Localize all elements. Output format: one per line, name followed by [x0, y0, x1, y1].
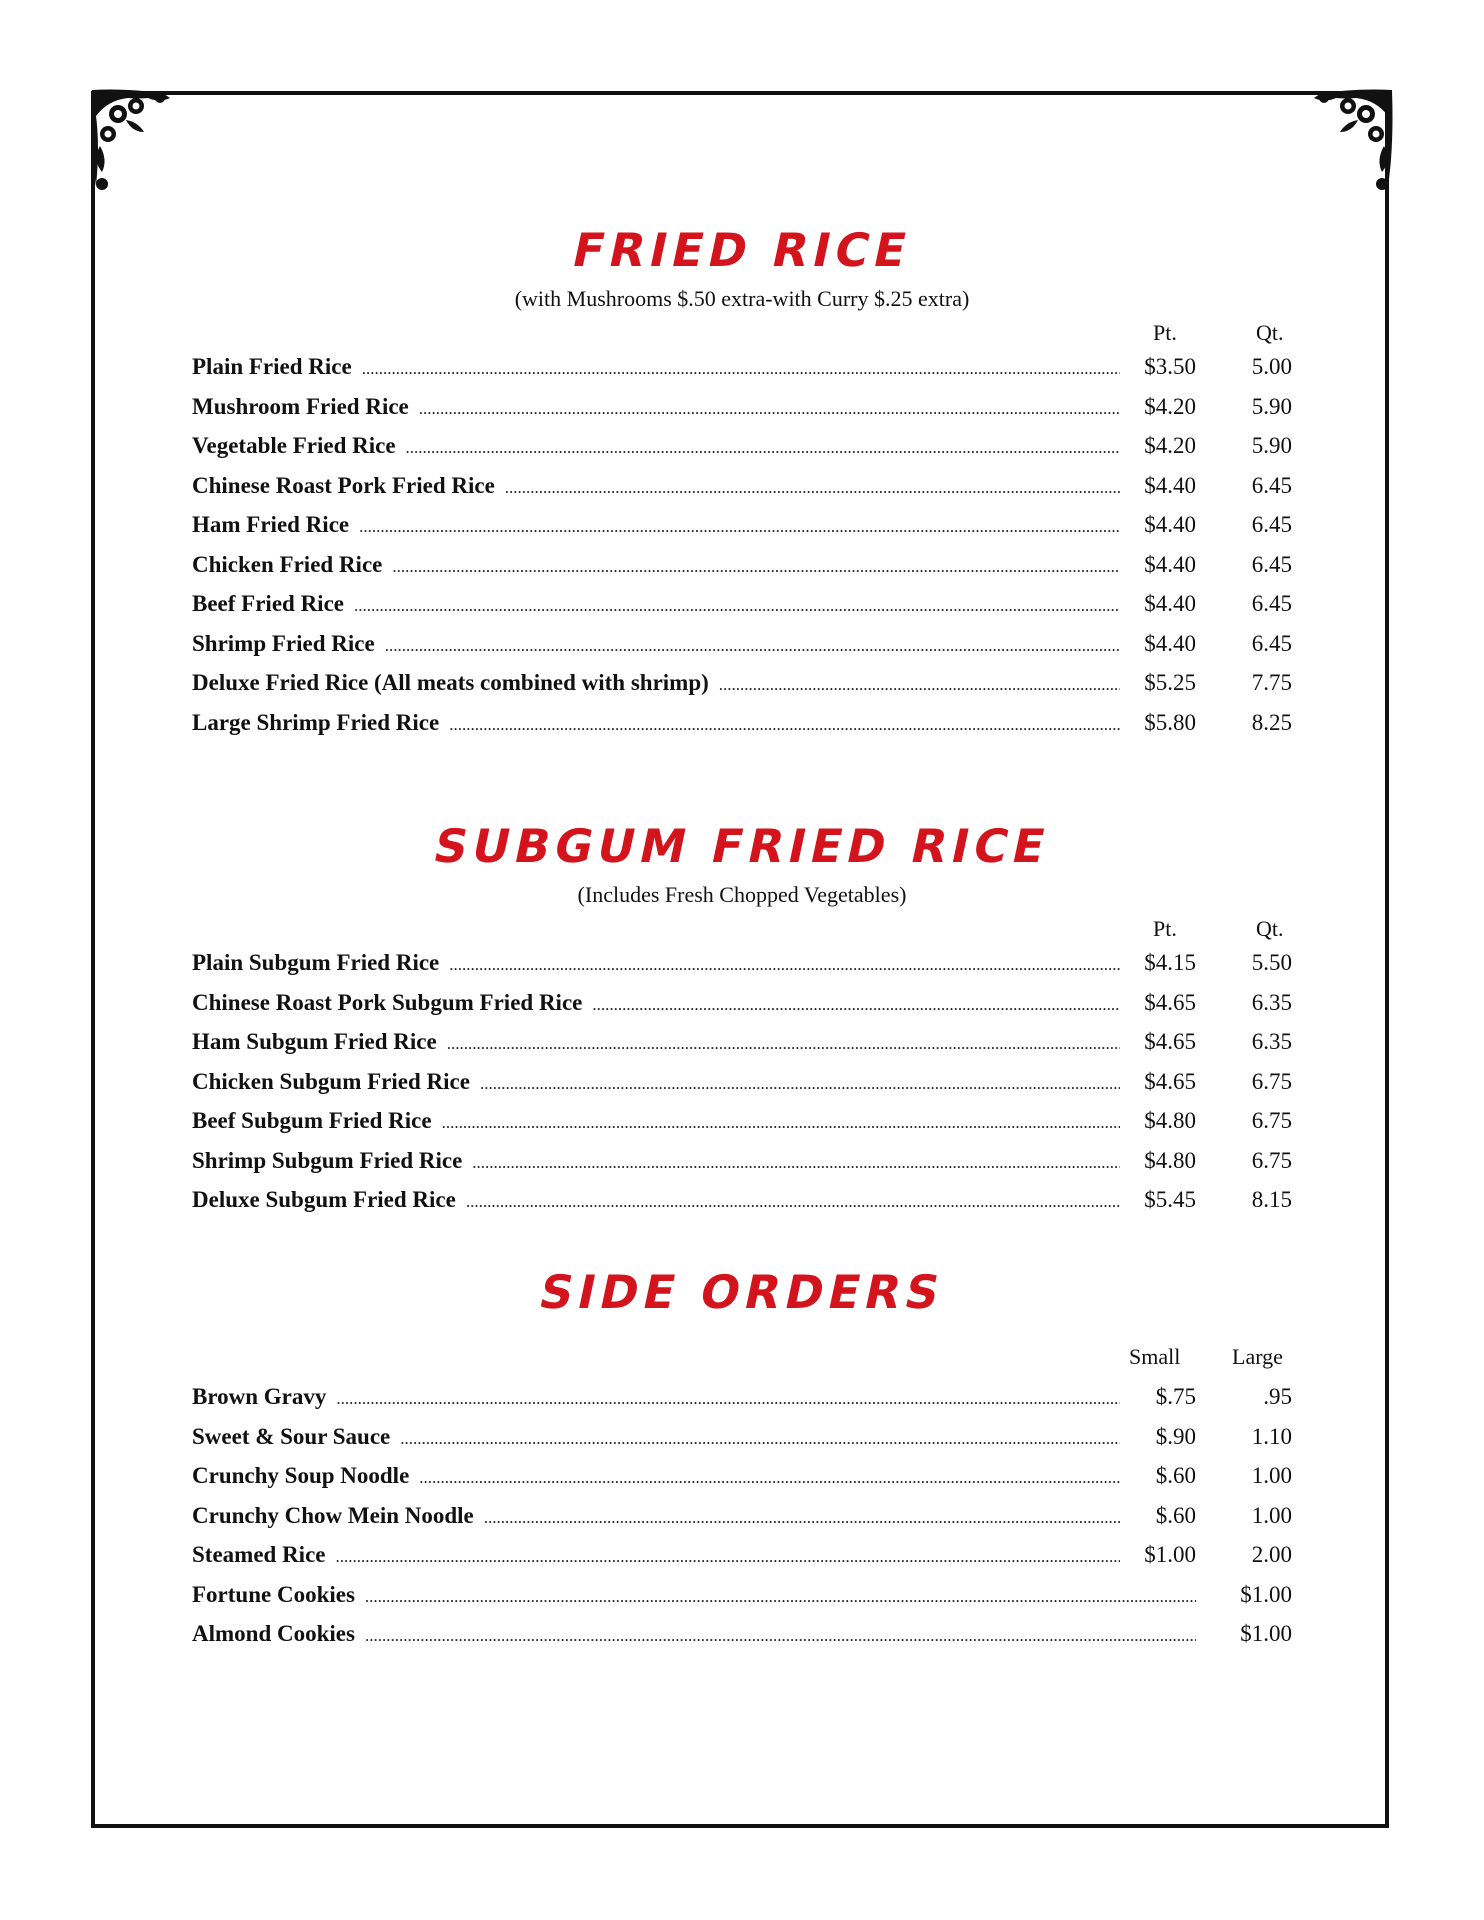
item-price-small: $1.00 [1144, 1542, 1196, 1567]
dot-leader [362, 359, 1120, 379]
item-list [192, 1384, 1292, 1661]
col-header-quart: Qt. [1256, 320, 1284, 345]
menu-item-row [192, 990, 1292, 1030]
item-price-small: $.75 [1155, 1384, 1196, 1409]
column-headers [192, 314, 1292, 354]
item-price-small: $5.45 [1144, 1187, 1196, 1212]
dot-leader [365, 1626, 1196, 1646]
dot-leader [484, 1508, 1120, 1528]
item-price-large: 6.45 [1251, 472, 1292, 498]
item-name: Shrimp Subgum Fried Rice [192, 1147, 463, 1173]
item-name: Beef Subgum Fried Rice [192, 1108, 432, 1133]
menu-item-row [192, 512, 1292, 552]
column-headers [192, 910, 1292, 950]
col-header-small: Small [1129, 1344, 1181, 1369]
menu-item-row [192, 1108, 1292, 1148]
item-list [192, 354, 1292, 749]
item-price-small: $5.25 [1144, 670, 1196, 695]
item-name: Plain Fried Rice [192, 354, 352, 379]
dot-leader [336, 1547, 1121, 1567]
menu-item-row [192, 1424, 1292, 1464]
item-name: Almond Cookies [192, 1621, 355, 1646]
item-name: Deluxe Subgum Fried Rice [192, 1187, 456, 1212]
menu-item-row [192, 1148, 1292, 1188]
item-name: Large Shrimp Fried Rice [192, 709, 440, 735]
item-name: Ham Subgum Fried Rice [192, 1029, 437, 1054]
item-price-small: $4.20 [1144, 433, 1196, 458]
item-price-small: $4.40 [1144, 630, 1196, 656]
menu-item-row [192, 1187, 1292, 1227]
dot-leader [592, 995, 1120, 1015]
item-name: Brown Gravy [192, 1384, 327, 1409]
item-price-large: 6.75 [1251, 1147, 1292, 1173]
item-name: Sweet & Sour Sauce [192, 1423, 391, 1449]
item-price-small: $4.80 [1144, 1147, 1196, 1173]
item-price-large: 6.75 [1251, 1068, 1292, 1094]
item-name: Chicken Fried Rice [192, 551, 383, 577]
dot-leader [472, 1153, 1120, 1173]
item-name: Plain Subgum Fried Rice [192, 950, 440, 975]
menu-item-row [192, 394, 1292, 434]
item-price-small: $4.40 [1144, 591, 1196, 616]
item-price-large: 5.90 [1251, 393, 1292, 419]
section-note: (Includes Fresh Chopped Vegetables) [577, 882, 907, 907]
item-price-small: $.60 [1155, 1463, 1196, 1488]
item-price-large: $1.00 [1240, 1581, 1292, 1607]
menu-item-row [192, 1069, 1292, 1109]
section-title: SUBGUM FRIED RICE [428, 819, 1056, 873]
menu-item-row [192, 1463, 1292, 1503]
item-name: Mushroom Fried Rice [192, 393, 409, 419]
menu-item-row [192, 1029, 1292, 1069]
item-price-small: $4.40 [1144, 472, 1196, 498]
item-price-large: 1.00 [1251, 1502, 1292, 1528]
item-name: Deluxe Fried Rice (All meats combined with shrimp) [192, 670, 709, 695]
item-price-small: $5.80 [1144, 709, 1196, 735]
menu-item-row [192, 631, 1292, 671]
item-price-large: 6.45 [1251, 591, 1292, 616]
item-price-large: 5.90 [1251, 433, 1292, 458]
section-title: SIDE ORDERS [534, 1265, 950, 1319]
dot-leader [466, 1192, 1120, 1212]
item-price-large: 1.00 [1251, 1463, 1292, 1488]
item-name: Crunchy Soup Noodle [192, 1463, 410, 1488]
dot-leader [385, 636, 1120, 656]
dot-leader [419, 399, 1120, 419]
item-price-large: 5.50 [1251, 950, 1292, 975]
menu-item-row [192, 354, 1292, 394]
item-name: Shrimp Fried Rice [192, 630, 375, 656]
item-price-large: 6.75 [1251, 1108, 1292, 1133]
item-price-small: $4.65 [1144, 989, 1196, 1015]
item-name: Crunchy Chow Mein Noodle [192, 1502, 474, 1528]
section-subgum-fried-rice [192, 818, 1292, 1227]
menu-item-row [192, 1582, 1292, 1622]
item-price-large: 8.15 [1251, 1187, 1292, 1212]
dot-leader [400, 1429, 1120, 1449]
item-price-large: 6.35 [1251, 1029, 1292, 1054]
item-name: Beef Fried Rice [192, 591, 344, 616]
item-name: Chicken Subgum Fried Rice [192, 1068, 470, 1094]
menu-item-row [192, 591, 1292, 631]
section-side-orders [192, 1264, 1292, 1661]
dot-leader [442, 1113, 1120, 1133]
item-price-large: 6.45 [1251, 630, 1292, 656]
dot-leader [419, 1468, 1120, 1488]
menu-item-row [192, 1621, 1292, 1661]
item-price-small: $4.15 [1144, 950, 1196, 975]
item-price-large: 2.00 [1251, 1542, 1292, 1567]
item-name: Fortune Cookies [192, 1581, 355, 1607]
item-price-large: 8.25 [1251, 709, 1292, 735]
section-note: (with Mushrooms $.50 extra-with Curry $.25 extra) [514, 286, 970, 311]
item-price-small: $.60 [1155, 1502, 1196, 1528]
col-header-quart: Qt. [1256, 916, 1284, 941]
menu-item-row [192, 1384, 1292, 1424]
dot-leader [365, 1587, 1196, 1607]
item-price-large: 6.45 [1251, 551, 1292, 577]
floral-corner-ornament [1300, 86, 1396, 198]
menu-item-row [192, 710, 1292, 750]
menu-item-row [192, 1503, 1292, 1543]
menu-item-row [192, 1542, 1292, 1582]
item-name: Vegetable Fried Rice [192, 433, 396, 458]
dot-leader [449, 955, 1120, 975]
item-price-small: $4.65 [1144, 1068, 1196, 1094]
menu-item-row [192, 670, 1292, 710]
item-price-small: $3.50 [1144, 354, 1196, 379]
menu-item-row [192, 950, 1292, 990]
item-price-small: $4.80 [1144, 1108, 1196, 1133]
item-price-small: $4.40 [1144, 551, 1196, 577]
dot-leader [354, 596, 1120, 616]
menu-item-row [192, 473, 1292, 513]
item-price-large: $1.00 [1240, 1621, 1292, 1646]
dot-leader [719, 675, 1120, 695]
menu-item-row [192, 552, 1292, 592]
item-name: Steamed Rice [192, 1542, 326, 1567]
section-title: FRIED RICE [567, 223, 917, 277]
item-price-large: 7.75 [1251, 670, 1292, 695]
dot-leader [480, 1074, 1120, 1094]
item-name: Chinese Roast Pork Subgum Fried Rice [192, 989, 583, 1015]
item-price-large: 1.10 [1251, 1423, 1292, 1449]
col-header-large: Large [1232, 1344, 1283, 1369]
item-price-small: $4.65 [1144, 1029, 1196, 1054]
dot-leader [447, 1034, 1120, 1054]
dot-leader [359, 517, 1120, 537]
dot-leader [505, 478, 1120, 498]
item-name: Chinese Roast Pork Fried Rice [192, 472, 495, 498]
item-list [192, 950, 1292, 1227]
col-header-pint: Pt. [1153, 916, 1177, 941]
dot-leader [449, 715, 1120, 735]
item-price-large: 6.45 [1251, 512, 1292, 537]
dot-leader [392, 557, 1120, 577]
item-price-small: $4.40 [1144, 512, 1196, 537]
section-fried-rice [192, 222, 1292, 749]
item-price-large: 6.35 [1251, 989, 1292, 1015]
dot-leader [336, 1389, 1120, 1409]
column-headers [192, 1338, 1292, 1384]
dot-leader [406, 438, 1120, 458]
menu-item-row [192, 433, 1292, 473]
col-header-pint: Pt. [1153, 320, 1177, 345]
item-name: Ham Fried Rice [192, 512, 350, 537]
item-price-large: 5.00 [1251, 354, 1292, 379]
item-price-large: .95 [1263, 1384, 1292, 1409]
floral-corner-ornament [88, 86, 184, 198]
item-price-small: $4.20 [1144, 393, 1196, 419]
item-price-small: $.90 [1155, 1423, 1196, 1449]
